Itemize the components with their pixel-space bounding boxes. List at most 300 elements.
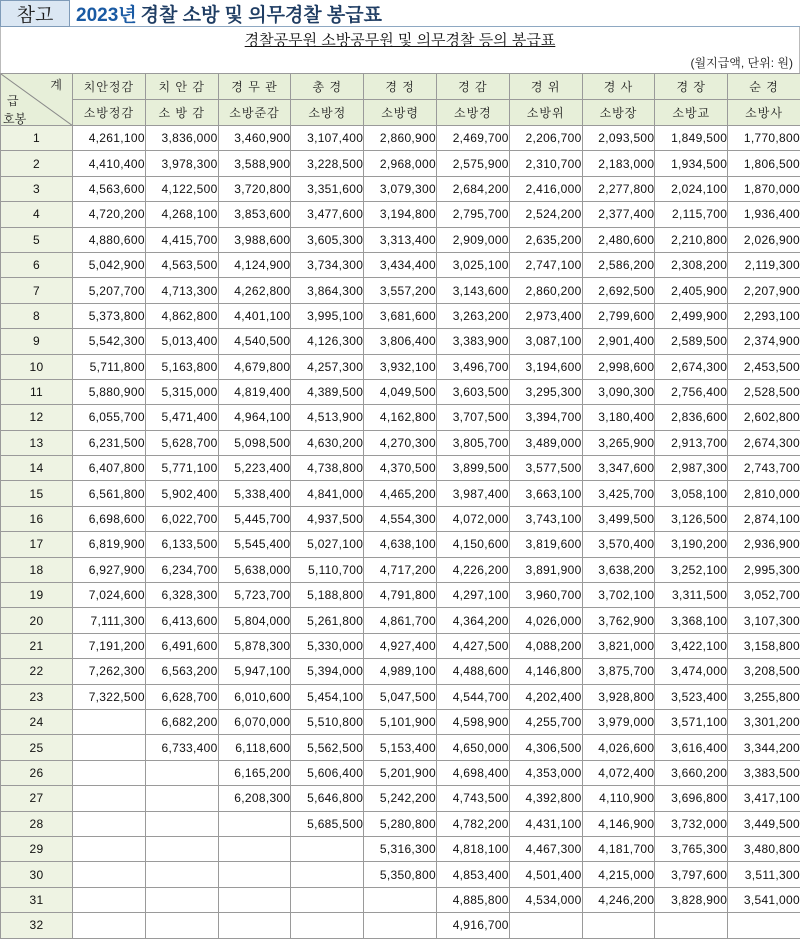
salary-cell: 3,180,400 bbox=[582, 405, 655, 430]
step-number: 22 bbox=[1, 659, 73, 684]
salary-cell: 5,098,500 bbox=[218, 430, 291, 455]
salary-cell: 2,586,200 bbox=[582, 252, 655, 277]
salary-cell: 3,605,300 bbox=[291, 227, 364, 252]
salary-cell: 3,090,300 bbox=[582, 379, 655, 404]
salary-cell: 3,499,500 bbox=[582, 506, 655, 531]
table-row bbox=[1, 836, 800, 861]
salary-cell: 4,049,500 bbox=[364, 379, 437, 404]
salary-cell: 6,234,700 bbox=[145, 557, 218, 582]
salary-cell: 4,563,600 bbox=[73, 176, 146, 201]
salary-cell: 2,860,900 bbox=[364, 126, 437, 151]
salary-cell: 2,183,000 bbox=[582, 151, 655, 176]
salary-cell: 3,474,000 bbox=[655, 659, 728, 684]
table-row bbox=[1, 481, 800, 506]
step-number: 2 bbox=[1, 151, 73, 176]
salary-cell: 6,563,200 bbox=[145, 659, 218, 684]
salary-cell: 2,207,900 bbox=[728, 278, 800, 303]
corner-label-grade: 급 bbox=[7, 94, 19, 108]
salary-cell: 3,265,900 bbox=[582, 430, 655, 455]
salary-cell: 3,194,800 bbox=[364, 202, 437, 227]
salary-cell: 3,702,100 bbox=[582, 583, 655, 608]
step-number: 28 bbox=[1, 811, 73, 836]
table-row bbox=[1, 354, 800, 379]
corner-label-step: 호봉 bbox=[3, 112, 27, 126]
salary-cell: 3,806,400 bbox=[364, 329, 437, 354]
salary-cell: 2,589,500 bbox=[655, 329, 728, 354]
empty-cell bbox=[73, 786, 146, 811]
salary-cell: 4,862,800 bbox=[145, 303, 218, 328]
salary-cell: 2,480,600 bbox=[582, 227, 655, 252]
rank-header-police: 경 정 bbox=[364, 74, 437, 100]
salary-cell: 3,797,600 bbox=[655, 862, 728, 887]
salary-cell: 5,027,100 bbox=[291, 532, 364, 557]
salary-cell: 5,454,100 bbox=[291, 684, 364, 709]
empty-cell bbox=[145, 913, 218, 938]
salary-cell: 3,143,600 bbox=[436, 278, 509, 303]
empty-cell bbox=[218, 887, 291, 912]
salary-cell: 3,434,400 bbox=[364, 252, 437, 277]
header-row-fire bbox=[1, 100, 800, 126]
salary-cell: 6,698,600 bbox=[73, 506, 146, 531]
salary-cell: 3,588,900 bbox=[218, 151, 291, 176]
salary-cell: 3,368,100 bbox=[655, 608, 728, 633]
salary-cell: 2,374,900 bbox=[728, 329, 800, 354]
step-number: 16 bbox=[1, 506, 73, 531]
step-number: 13 bbox=[1, 430, 73, 455]
salary-cell: 2,405,900 bbox=[655, 278, 728, 303]
table-row bbox=[1, 405, 800, 430]
salary-cell: 3,638,200 bbox=[582, 557, 655, 582]
salary-cell: 2,936,900 bbox=[728, 532, 800, 557]
salary-cell: 3,422,100 bbox=[655, 633, 728, 658]
empty-cell bbox=[73, 709, 146, 734]
salary-cell: 3,295,300 bbox=[509, 379, 582, 404]
page-title bbox=[70, 0, 800, 27]
salary-cell: 4,026,600 bbox=[582, 735, 655, 760]
salary-cell: 1,934,500 bbox=[655, 151, 728, 176]
salary-cell: 4,698,400 bbox=[436, 760, 509, 785]
salary-cell: 4,110,900 bbox=[582, 786, 655, 811]
salary-cell: 2,860,200 bbox=[509, 278, 582, 303]
table-row bbox=[1, 811, 800, 836]
salary-cell: 3,734,300 bbox=[291, 252, 364, 277]
rank-header-police: 경 장 bbox=[655, 74, 728, 100]
salary-cell: 3,079,300 bbox=[364, 176, 437, 201]
rank-header-fire: 소방교 bbox=[655, 100, 728, 126]
salary-cell: 1,806,500 bbox=[728, 151, 800, 176]
subtitle-text: 경찰공무원 소방공무원 및 의무경찰 등의 봉급표 bbox=[244, 32, 556, 49]
salary-cell: 3,732,000 bbox=[655, 811, 728, 836]
salary-cell: 3,988,600 bbox=[218, 227, 291, 252]
empty-cell bbox=[145, 836, 218, 861]
salary-cell: 5,188,800 bbox=[291, 583, 364, 608]
salary-cell: 3,194,600 bbox=[509, 354, 582, 379]
salary-cell: 5,471,400 bbox=[145, 405, 218, 430]
salary-cell: 5,646,800 bbox=[291, 786, 364, 811]
step-number: 23 bbox=[1, 684, 73, 709]
salary-cell: 2,024,100 bbox=[655, 176, 728, 201]
table-row bbox=[1, 506, 800, 531]
salary-cell: 5,163,800 bbox=[145, 354, 218, 379]
salary-cell: 4,880,600 bbox=[73, 227, 146, 252]
step-number: 24 bbox=[1, 709, 73, 734]
rank-header-fire: 소방준감 bbox=[218, 100, 291, 126]
salary-cell: 3,460,900 bbox=[218, 126, 291, 151]
step-number: 10 bbox=[1, 354, 73, 379]
empty-cell bbox=[364, 887, 437, 912]
salary-cell: 3,720,800 bbox=[218, 176, 291, 201]
salary-cell: 3,660,200 bbox=[655, 760, 728, 785]
salary-cell: 1,936,400 bbox=[728, 202, 800, 227]
empty-cell bbox=[73, 760, 146, 785]
salary-cell: 4,853,400 bbox=[436, 862, 509, 887]
step-number: 27 bbox=[1, 786, 73, 811]
empty-cell bbox=[291, 913, 364, 938]
title-bar bbox=[0, 0, 800, 27]
salary-cell: 4,401,100 bbox=[218, 303, 291, 328]
salary-cell: 4,743,500 bbox=[436, 786, 509, 811]
salary-cell: 6,927,900 bbox=[73, 557, 146, 582]
salary-cell: 3,052,700 bbox=[728, 583, 800, 608]
table-row bbox=[1, 862, 800, 887]
salary-cell: 4,679,800 bbox=[218, 354, 291, 379]
salary-cell: 3,058,100 bbox=[655, 481, 728, 506]
table-row bbox=[1, 557, 800, 582]
salary-cell: 2,987,300 bbox=[655, 456, 728, 481]
salary-cell: 5,223,400 bbox=[218, 456, 291, 481]
rank-header-police: 순 경 bbox=[728, 74, 800, 100]
step-number: 4 bbox=[1, 202, 73, 227]
step-number: 19 bbox=[1, 583, 73, 608]
salary-cell: 3,449,500 bbox=[728, 811, 800, 836]
salary-cell: 6,133,500 bbox=[145, 532, 218, 557]
empty-cell bbox=[291, 887, 364, 912]
salary-cell: 3,899,500 bbox=[436, 456, 509, 481]
title-year: 2023년 bbox=[76, 4, 137, 26]
salary-cell: 5,013,400 bbox=[145, 329, 218, 354]
salary-cell: 4,270,300 bbox=[364, 430, 437, 455]
salary-cell: 4,782,200 bbox=[436, 811, 509, 836]
salary-cell: 5,685,500 bbox=[291, 811, 364, 836]
salary-cell: 3,603,500 bbox=[436, 379, 509, 404]
salary-cell: 1,770,800 bbox=[728, 126, 800, 151]
salary-cell: 5,316,300 bbox=[364, 836, 437, 861]
table-row bbox=[1, 202, 800, 227]
empty-cell bbox=[145, 811, 218, 836]
salary-cell: 4,861,700 bbox=[364, 608, 437, 633]
salary-cell: 3,351,600 bbox=[291, 176, 364, 201]
salary-cell: 4,819,400 bbox=[218, 379, 291, 404]
salary-cell: 2,674,300 bbox=[728, 430, 800, 455]
salary-cell: 3,383,900 bbox=[436, 329, 509, 354]
table-row bbox=[1, 608, 800, 633]
table-row bbox=[1, 913, 800, 938]
table-row bbox=[1, 633, 800, 658]
rank-header-fire: 소방위 bbox=[509, 100, 582, 126]
salary-cell: 6,819,900 bbox=[73, 532, 146, 557]
salary-cell: 2,968,000 bbox=[364, 151, 437, 176]
step-number: 12 bbox=[1, 405, 73, 430]
salary-cell: 2,528,500 bbox=[728, 379, 800, 404]
salary-cell: 2,093,500 bbox=[582, 126, 655, 151]
step-number: 25 bbox=[1, 735, 73, 760]
salary-cell: 3,821,000 bbox=[582, 633, 655, 658]
salary-cell: 3,577,500 bbox=[509, 456, 582, 481]
salary-cell: 5,042,900 bbox=[73, 252, 146, 277]
salary-cell: 3,541,000 bbox=[728, 887, 800, 912]
salary-cell: 4,262,800 bbox=[218, 278, 291, 303]
table-row bbox=[1, 583, 800, 608]
salary-cell: 4,088,200 bbox=[509, 633, 582, 658]
salary-cell: 2,901,400 bbox=[582, 329, 655, 354]
salary-cell: 2,277,800 bbox=[582, 176, 655, 201]
salary-cell: 3,347,600 bbox=[582, 456, 655, 481]
step-number: 1 bbox=[1, 126, 73, 151]
salary-cell: 4,226,200 bbox=[436, 557, 509, 582]
salary-cell: 3,616,400 bbox=[655, 735, 728, 760]
step-number: 5 bbox=[1, 227, 73, 252]
rank-header-police: 경 감 bbox=[436, 74, 509, 100]
empty-cell bbox=[218, 913, 291, 938]
salary-cell: 7,111,300 bbox=[73, 608, 146, 633]
salary-cell: 4,818,100 bbox=[436, 836, 509, 861]
table-row bbox=[1, 532, 800, 557]
rank-header-police: 총 경 bbox=[291, 74, 364, 100]
salary-cell: 5,878,300 bbox=[218, 633, 291, 658]
step-number: 17 bbox=[1, 532, 73, 557]
salary-cell: 2,453,500 bbox=[728, 354, 800, 379]
step-number: 30 bbox=[1, 862, 73, 887]
table-row bbox=[1, 735, 800, 760]
salary-cell: 7,322,500 bbox=[73, 684, 146, 709]
salary-cell: 6,231,500 bbox=[73, 430, 146, 455]
salary-cell: 5,638,000 bbox=[218, 557, 291, 582]
step-number: 21 bbox=[1, 633, 73, 658]
salary-cell: 4,072,400 bbox=[582, 760, 655, 785]
salary-cell: 3,511,300 bbox=[728, 862, 800, 887]
salary-cell: 4,540,500 bbox=[218, 329, 291, 354]
salary-cell: 4,554,300 bbox=[364, 506, 437, 531]
salary-cell: 4,791,800 bbox=[364, 583, 437, 608]
salary-cell: 2,998,600 bbox=[582, 354, 655, 379]
salary-cell: 4,937,500 bbox=[291, 506, 364, 531]
salary-cell: 6,628,700 bbox=[145, 684, 218, 709]
step-number: 32 bbox=[1, 913, 73, 938]
salary-cell: 4,122,500 bbox=[145, 176, 218, 201]
salary-cell: 4,738,800 bbox=[291, 456, 364, 481]
salary-cell: 3,864,300 bbox=[291, 278, 364, 303]
salary-cell: 6,010,600 bbox=[218, 684, 291, 709]
salary-cell: 4,257,300 bbox=[291, 354, 364, 379]
salary-cell: 7,262,300 bbox=[73, 659, 146, 684]
salary-cell: 4,306,500 bbox=[509, 735, 582, 760]
salary-cell: 3,570,400 bbox=[582, 532, 655, 557]
salary-cell: 2,874,100 bbox=[728, 506, 800, 531]
table-row bbox=[1, 430, 800, 455]
salary-cell: 4,246,200 bbox=[582, 887, 655, 912]
salary-cell: 5,394,000 bbox=[291, 659, 364, 684]
salary-cell: 5,902,400 bbox=[145, 481, 218, 506]
empty-cell bbox=[218, 811, 291, 836]
empty-cell bbox=[655, 913, 728, 938]
table-row bbox=[1, 303, 800, 328]
salary-cell: 4,465,200 bbox=[364, 481, 437, 506]
title-tag: 참고 bbox=[0, 0, 70, 27]
salary-cell: 4,431,100 bbox=[509, 811, 582, 836]
salary-cell: 4,534,000 bbox=[509, 887, 582, 912]
empty-cell bbox=[73, 862, 146, 887]
salary-cell: 4,427,500 bbox=[436, 633, 509, 658]
rank-header-fire: 소방령 bbox=[364, 100, 437, 126]
salary-cell: 5,280,800 bbox=[364, 811, 437, 836]
salary-cell: 3,995,100 bbox=[291, 303, 364, 328]
salary-cell: 3,383,500 bbox=[728, 760, 800, 785]
salary-cell: 4,150,600 bbox=[436, 532, 509, 557]
empty-cell bbox=[73, 913, 146, 938]
salary-cell: 2,836,600 bbox=[655, 405, 728, 430]
salary-cell: 4,916,700 bbox=[436, 913, 509, 938]
empty-cell bbox=[509, 913, 582, 938]
salary-cell: 4,072,000 bbox=[436, 506, 509, 531]
rank-header-fire: 소방정감 bbox=[73, 100, 146, 126]
salary-cell: 2,119,300 bbox=[728, 252, 800, 277]
rank-header-fire: 소방경 bbox=[436, 100, 509, 126]
salary-cell: 4,126,300 bbox=[291, 329, 364, 354]
salary-cell: 4,927,400 bbox=[364, 633, 437, 658]
salary-cell: 2,799,600 bbox=[582, 303, 655, 328]
salary-cell: 2,310,700 bbox=[509, 151, 582, 176]
salary-cell: 4,202,400 bbox=[509, 684, 582, 709]
salary-cell: 2,973,400 bbox=[509, 303, 582, 328]
salary-cell: 2,674,300 bbox=[655, 354, 728, 379]
salary-cell: 4,215,000 bbox=[582, 862, 655, 887]
empty-cell bbox=[145, 862, 218, 887]
salary-cell: 3,158,800 bbox=[728, 633, 800, 658]
salary-cell: 2,026,900 bbox=[728, 227, 800, 252]
salary-cell: 4,513,900 bbox=[291, 405, 364, 430]
salary-cell: 2,206,700 bbox=[509, 126, 582, 151]
salary-cell: 3,978,300 bbox=[145, 151, 218, 176]
salary-cell: 2,995,300 bbox=[728, 557, 800, 582]
salary-cell: 3,891,900 bbox=[509, 557, 582, 582]
salary-cell: 7,191,200 bbox=[73, 633, 146, 658]
step-number: 14 bbox=[1, 456, 73, 481]
table-row bbox=[1, 278, 800, 303]
rank-header-police: 경 위 bbox=[509, 74, 582, 100]
empty-cell bbox=[73, 811, 146, 836]
salary-cell: 4,261,100 bbox=[73, 126, 146, 151]
salary-cell: 5,373,800 bbox=[73, 303, 146, 328]
salary-cell: 3,344,200 bbox=[728, 735, 800, 760]
salary-cell: 5,110,700 bbox=[291, 557, 364, 582]
rank-header-fire: 소방사 bbox=[728, 100, 800, 126]
salary-cell: 4,255,700 bbox=[509, 709, 582, 734]
step-number: 8 bbox=[1, 303, 73, 328]
salary-cell: 4,364,200 bbox=[436, 608, 509, 633]
salary-cell: 3,496,700 bbox=[436, 354, 509, 379]
salary-cell: 4,467,300 bbox=[509, 836, 582, 861]
salary-cell: 3,208,500 bbox=[728, 659, 800, 684]
step-number: 29 bbox=[1, 836, 73, 861]
salary-cell: 3,126,500 bbox=[655, 506, 728, 531]
salary-cell: 5,771,100 bbox=[145, 456, 218, 481]
salary-cell: 5,947,100 bbox=[218, 659, 291, 684]
salary-cell: 4,717,200 bbox=[364, 557, 437, 582]
salary-cell: 3,828,900 bbox=[655, 887, 728, 912]
salary-cell: 5,628,700 bbox=[145, 430, 218, 455]
salary-cell: 2,795,700 bbox=[436, 202, 509, 227]
salary-cell: 2,377,400 bbox=[582, 202, 655, 227]
salary-cell: 6,407,800 bbox=[73, 456, 146, 481]
step-number: 26 bbox=[1, 760, 73, 785]
salary-cell: 2,524,200 bbox=[509, 202, 582, 227]
salary-cell: 5,723,700 bbox=[218, 583, 291, 608]
salary-cell: 5,207,700 bbox=[73, 278, 146, 303]
salary-cell: 5,545,400 bbox=[218, 532, 291, 557]
salary-cell: 4,713,300 bbox=[145, 278, 218, 303]
unit-note: (월지급액, 단위: 원) bbox=[0, 52, 800, 73]
salary-cell: 3,523,400 bbox=[655, 684, 728, 709]
salary-cell: 2,756,400 bbox=[655, 379, 728, 404]
salary-cell: 4,415,700 bbox=[145, 227, 218, 252]
salary-cell: 4,124,900 bbox=[218, 252, 291, 277]
salary-cell: 3,928,800 bbox=[582, 684, 655, 709]
empty-cell bbox=[73, 887, 146, 912]
salary-cell: 3,477,600 bbox=[291, 202, 364, 227]
salary-cell: 3,311,500 bbox=[655, 583, 728, 608]
table-row bbox=[1, 379, 800, 404]
salary-cell: 3,960,700 bbox=[509, 583, 582, 608]
salary-cell: 3,489,000 bbox=[509, 430, 582, 455]
salary-cell: 4,026,000 bbox=[509, 608, 582, 633]
salary-cell: 5,606,400 bbox=[291, 760, 364, 785]
salary-cell: 2,416,000 bbox=[509, 176, 582, 201]
salary-cell: 6,561,800 bbox=[73, 481, 146, 506]
step-number: 31 bbox=[1, 887, 73, 912]
table-row bbox=[1, 151, 800, 176]
table-row bbox=[1, 227, 800, 252]
salary-cell: 5,330,000 bbox=[291, 633, 364, 658]
step-number: 7 bbox=[1, 278, 73, 303]
salary-cell: 2,602,800 bbox=[728, 405, 800, 430]
salary-cell: 6,070,000 bbox=[218, 709, 291, 734]
step-number: 6 bbox=[1, 252, 73, 277]
salary-cell: 4,630,200 bbox=[291, 430, 364, 455]
empty-cell bbox=[73, 735, 146, 760]
salary-cell: 6,413,600 bbox=[145, 608, 218, 633]
salary-cell: 3,743,100 bbox=[509, 506, 582, 531]
salary-cell: 7,024,600 bbox=[73, 583, 146, 608]
salary-cell: 4,353,000 bbox=[509, 760, 582, 785]
salary-cell: 5,445,700 bbox=[218, 506, 291, 531]
salary-cell: 3,571,100 bbox=[655, 709, 728, 734]
salary-cell: 6,165,200 bbox=[218, 760, 291, 785]
salary-cell: 2,575,900 bbox=[436, 151, 509, 176]
salary-cell: 3,263,200 bbox=[436, 303, 509, 328]
salary-cell: 3,417,100 bbox=[728, 786, 800, 811]
salary-cell: 6,491,600 bbox=[145, 633, 218, 658]
salary-cell: 2,909,000 bbox=[436, 227, 509, 252]
empty-cell bbox=[291, 836, 364, 861]
table-subtitle bbox=[0, 27, 800, 52]
rank-header-fire: 소방장 bbox=[582, 100, 655, 126]
salary-cell: 4,181,700 bbox=[582, 836, 655, 861]
corner-header bbox=[1, 74, 73, 126]
salary-cell: 3,025,100 bbox=[436, 252, 509, 277]
table-row bbox=[1, 176, 800, 201]
salary-cell: 5,315,000 bbox=[145, 379, 218, 404]
salary-cell: 2,635,200 bbox=[509, 227, 582, 252]
